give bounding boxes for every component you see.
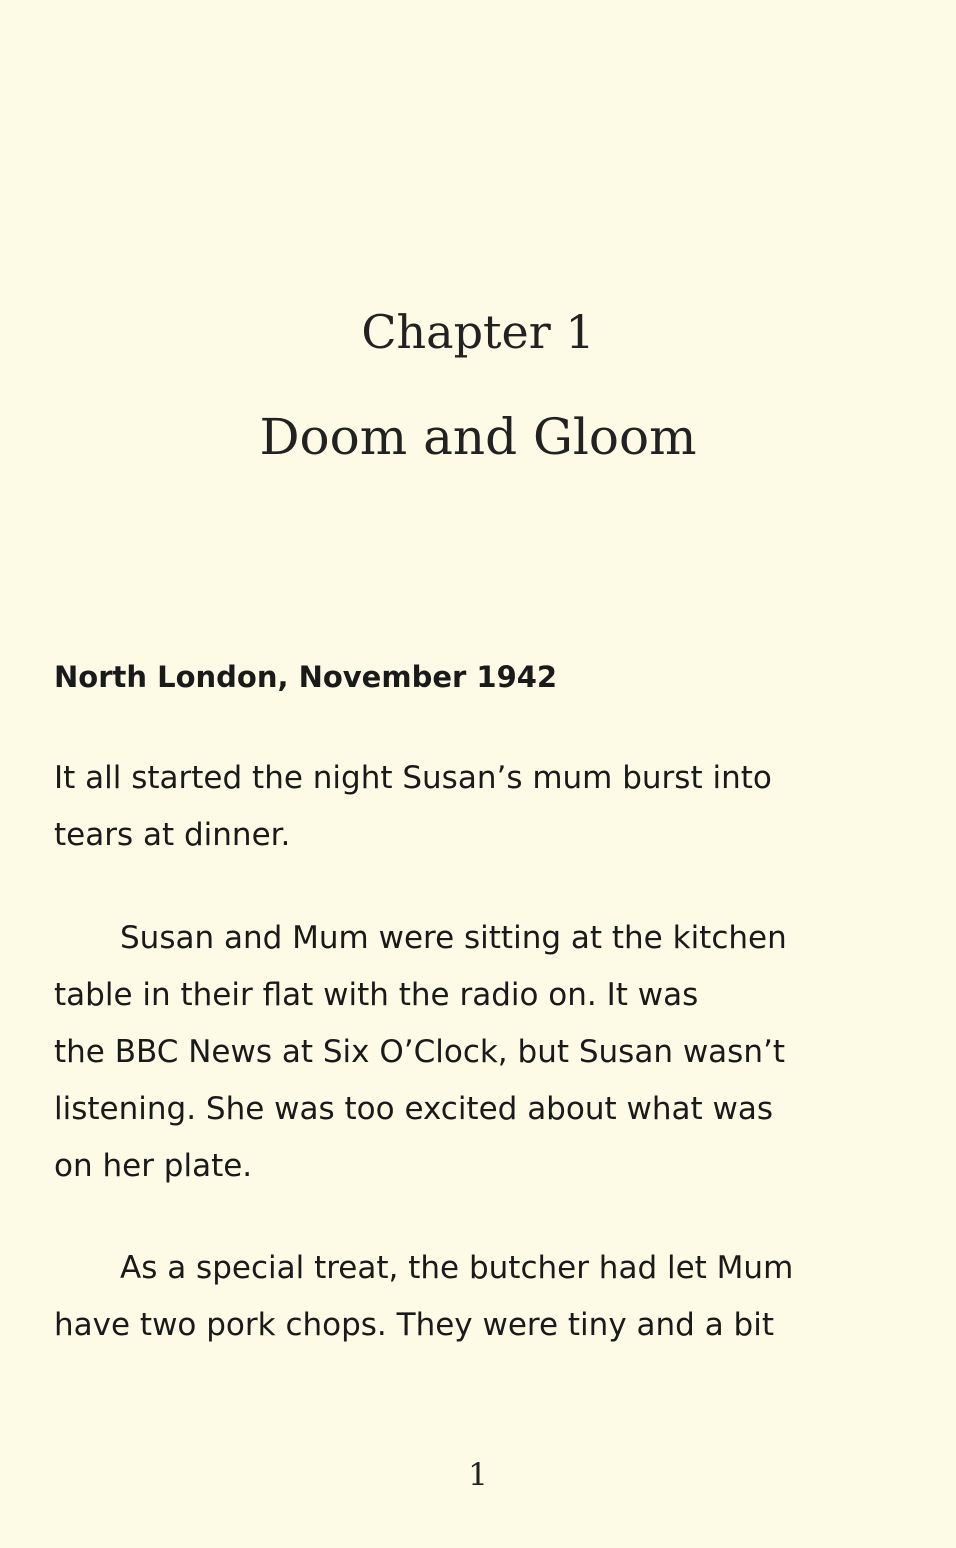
text-line: listening. She was too excited about what was [54,1091,773,1127]
setting-heading: North London, November 1942 [54,660,558,694]
text-line: tears at dinner. [54,817,291,853]
paragraph-1 [54,750,914,864]
text-line: on her plate. [54,1148,253,1184]
text-line: It all started the night Susan’s mum burst into [54,760,772,796]
paragraph-2 [54,910,914,1195]
paragraph-3 [54,1240,914,1354]
text-line: the BBC News at Six O’Clock, but Susan wasn’t [54,1034,785,1070]
text-line: have two pork chops. They were tiny and a bit [54,1307,774,1343]
text-line: As a special treat, the butcher had let Mum [120,1250,794,1286]
chapter-number: Chapter 1 [361,305,595,359]
page-number: 1 [468,1457,488,1493]
text-line: table in their flat with the radio on. It was [54,977,699,1013]
chapter-title: Doom and Gloom [259,408,697,466]
text-line: Susan and Mum were sitting at the kitchen [120,920,787,956]
